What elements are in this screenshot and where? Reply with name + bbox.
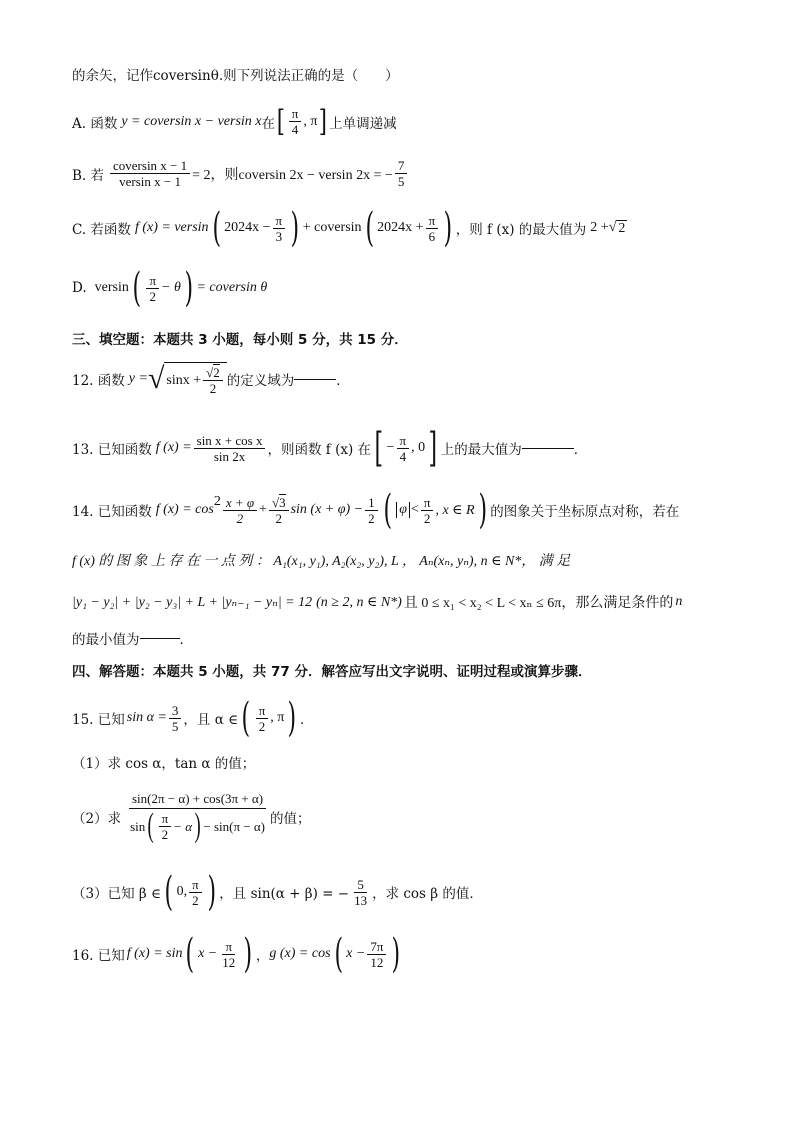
fraction-denominator: 5 [397,174,405,189]
section-3-title: 三、填空题：本题共 3 小题，每小则 5 分，共 15 分． [72,332,408,348]
paren-left-icon: ( [365,205,374,251]
section-4-heading [72,660,591,680]
option-d-rhs: = coversin θ [196,280,268,295]
fraction-denominator: 2 [149,288,156,304]
fraction-numerator: π [222,939,235,955]
sqrt-icon: √ 2 [608,220,626,236]
q16-arg2-fraction [367,939,386,970]
fraction-numerator: coversin x − 1 [110,158,190,174]
q13 [72,425,588,471]
option-d-label: D. [72,280,87,296]
q15-part-1 [72,752,255,772]
fraction-denominator: 13 [354,892,368,908]
section-3-heading [72,328,408,348]
fraction-numerator: π [426,213,439,229]
paren-right-icon: ) [207,869,216,915]
fraction-denominator: 6 [428,228,436,244]
fraction-numerator: π [159,811,172,827]
q16-separator: ， [255,948,270,964]
q15-part-3-label: （3）已知 β ∈ [72,886,161,902]
q12-label: 12. 函数 [72,373,125,389]
bracket-left-icon: [ [276,103,285,139]
q14-line-4 [72,628,193,648]
q12 [72,362,350,396]
q11-option-d [72,265,268,311]
q14-sin-term: sin (x + φ) − [290,502,364,517]
q14-square: 2 [213,494,221,509]
option-d-lhs: versin [94,280,129,295]
bracket-right-icon: ] [428,425,438,471]
option-a-connector: 在 [261,115,276,132]
q13-interval-right: , 0 [411,440,426,455]
q15-fraction [169,703,182,734]
q15-part-1-text: （1）求 cos α，tan α 的值； [72,756,256,772]
q13-interval-fraction [397,433,410,464]
option-b-answer-fraction [395,158,408,189]
paren-left-icon: ( [383,487,392,533]
paren-left-icon: ( [212,205,221,251]
q15-den-fraction [159,811,172,842]
q15-part-2-label: （2）求 [72,810,122,827]
option-d-arg-tail: − θ [161,280,181,295]
q14-ask: 的最小值为 [72,632,140,648]
q14-cond-fraction [421,495,434,526]
q13-label: 13. 已知函数 [72,442,152,458]
q15-den-tail: − α [173,818,193,834]
q13-answer-blank[interactable] [522,448,574,449]
q14-n: n [675,594,683,609]
q15-end: ． [299,712,314,728]
paren-right-icon: ) [184,265,193,311]
option-a-interval-right: , π [303,113,318,129]
q11-option-b [72,158,409,189]
fraction-numerator: π [256,703,269,719]
q14-end: ． [179,632,193,648]
q15-stem [72,695,314,741]
fraction-numerator: π [146,273,159,289]
fraction-denominator: 3 [275,228,283,244]
fraction-numerator: 7 [395,158,408,174]
q16-stem [72,931,404,977]
q13-fraction [194,433,266,464]
paren-right-icon: ) [478,487,487,533]
bracket-left-icon: [ [374,425,384,471]
fraction-numerator: π [273,213,286,229]
q15-part-3-mid: ，且 sin(α + β) = − [219,886,350,902]
q15-label: 15. 已知 [72,712,125,728]
fraction-denominator: sin 2x [213,448,246,464]
paren-left-icon: ( [132,265,141,311]
fraction-numerator: 5 [354,877,367,893]
q14-function: f (x) = cos [155,502,214,517]
q14-line-1 [72,487,680,533]
q15-den-rest: − sin(π − α) [203,818,265,834]
q16-g: g (x) = cos [269,946,331,961]
fraction-denominator: 2 [423,510,431,526]
fraction-numerator: x + φ [223,495,257,511]
option-c-label: C. 若函数 [72,222,131,238]
q12-tail: 的定义域为 [226,373,295,389]
q15-interval-right: , π [270,710,285,725]
paren-left-icon: ( [164,869,174,915]
fraction-denominator: 2 [209,381,217,396]
paren-right-icon: ) [443,205,453,251]
q15-part-3-tail: ，求 cos β 的值． [372,886,483,902]
option-d-fraction [146,273,159,304]
q15-den-sin: sin [130,818,146,834]
q16-f: f (x) = sin [126,946,183,961]
fraction-numerator: 7π [367,939,386,955]
q14-x-condition: 且 0 ≤ x₁ < x₂ < L < xₙ ≤ 6π，那么满足条件的 [403,596,674,611]
fraction-denominator: 2 [368,510,375,526]
q16-arg1-fraction [219,939,238,970]
q11-stem-tail [72,64,399,84]
q16-label: 16. 已知 [72,948,125,964]
fraction-denominator: 12 [222,954,236,970]
q11-stem-text: 的余矢，记作coversinθ.则下列说法正确的是（ ） [72,68,399,84]
q14-abs-phi: φ [396,502,410,518]
q16-arg2: x − [346,946,366,961]
option-a-tail: 上单调递减 [329,115,397,132]
q15-part-2 [72,790,310,843]
q14-fraction-1 [223,495,257,526]
q13-function: f (x) = [155,440,192,455]
q15-sin: sin α = [126,710,167,725]
option-c-arg2: 2024x + [377,220,424,235]
paren-right-icon: ) [290,205,300,251]
paren-left-icon: ( [147,807,155,844]
option-c-arg1: 2024x − [224,220,271,235]
option-c-tail: ，则 f (x) 的最大值为 [455,222,587,238]
q16-arg1: x − [198,946,218,961]
option-c-arg2-fraction [426,213,439,244]
fraction-denominator: 2 [161,826,169,842]
paren-left-icon: ( [241,695,251,741]
q15-part-3-interval-left: 0, [176,884,188,899]
q15-part-3-fraction [351,877,370,908]
fraction-denominator: 5 [171,718,179,734]
q15-mid: ，且 α ∈ [183,712,239,728]
paren-right-icon: ) [194,807,201,844]
fraction-denominator: 4 [291,122,299,137]
q14-n-condition: (n ≥ 2, n ∈ N*) [316,594,402,610]
q12-end: ． [336,373,350,389]
sqrt-radicand: 2 [618,220,626,236]
option-c-max: 2 + [590,220,609,235]
q14-answer-blank[interactable] [140,638,180,639]
option-a-label: A. 函数 [72,115,118,132]
fraction-numerator: sin(2π − α) + cos(3π + α) [129,790,266,809]
option-b-label: B. 若 [72,167,105,184]
option-a-expression: y = coversin x − versin x [121,113,262,129]
fraction-numerator: π [421,495,434,511]
option-c-function: f (x) = versin [134,220,209,235]
q15-part-2-fraction [127,790,268,843]
q14-less-than: < [410,502,419,517]
option-c-plus: + coversin [302,220,362,235]
fraction-denominator: 2 [258,718,266,734]
q14-tail: 的图象关于坐标原点对称，若在 [490,504,680,520]
section-4-title: 四、解答题：本题共 5 小题，共 77 分．解答应写出文字说明、证明过程或演算步骤． [72,664,592,680]
q14-sum-condition: |y₁ − y₂| + |y₂ − y₃| + L + |yₙ₋₁ − yₙ| = 12 [72,594,313,610]
fraction-numerator: π [289,106,302,122]
q12-y: y = [128,371,148,386]
q14-cond-tail: , x ∈ R [435,502,475,518]
q12-fraction [203,365,223,396]
q13-tail: 上的最大值为 [440,442,522,458]
option-b-equation: = 2，则coversin 2x − versin 2x = − [192,167,393,183]
paren-left-icon: ( [185,931,195,977]
q11-option-c [72,205,627,251]
q14-line-2 [72,550,570,570]
sqrt-icon: √ [206,365,214,380]
fraction-numerator: 3 [169,703,182,719]
q14-plus: + [259,502,267,517]
q14-fraction-3 [365,495,378,526]
fraction-denominator: 4 [399,448,407,464]
option-a-interval-fraction [289,106,302,137]
sqrt-radicand: 2 [213,365,220,380]
fraction-numerator: 1 [365,495,378,511]
q14-label: 14. 已知函数 [72,504,152,520]
fraction-denominator: versin x − 1 [119,174,181,189]
q15-part-3-interval-fraction [189,877,202,908]
fraction-denominator [127,809,268,843]
q15-part-2-tail: 的值； [269,810,311,827]
q11-option-a [72,103,397,139]
paren-left-icon: ( [334,931,343,977]
paren-right-icon: ) [287,695,297,741]
option-b-fraction [110,158,190,189]
fraction-numerator: sin x + cos x [194,433,266,449]
q15-interval-fraction [256,703,269,734]
q14-line-3 [72,592,682,612]
q13-mid: ，则函数 f (x) 在 [267,442,372,458]
sqrt-icon: √ sinx + $\frac{√2}{2}$ [148,362,227,396]
q14-fraction-2 [269,495,289,526]
fraction-denominator: 12 [370,954,384,970]
q15-part-3 [72,869,483,915]
bracket-right-icon: ] [319,103,328,139]
paren-right-icon: ) [243,931,253,977]
option-c-arg1-fraction [273,213,286,244]
fraction-numerator: π [397,433,410,449]
fraction-numerator: π [189,877,202,893]
q12-radicand: sinx + [166,372,202,388]
fraction-denominator: 2 [236,510,244,526]
fraction-denominator: 2 [275,510,283,526]
fraction-denominator: 2 [192,892,199,908]
q12-answer-blank[interactable] [294,379,336,380]
sqrt-icon: √ [271,494,280,510]
paren-right-icon: ) [391,931,401,977]
q14-point-sequence: f (x) 的 图 象 上 存 在 一 点 列 ： A₁(x₁, y₁), A₂(x₂, y₂), L ， Aₙ(xₙ, yₙ), n ∈ N*， 满 足 [72,554,571,569]
q13-interval-sign: − [386,440,395,455]
sqrt-radicand: 3 [279,494,286,510]
q13-end: ． [573,442,588,458]
